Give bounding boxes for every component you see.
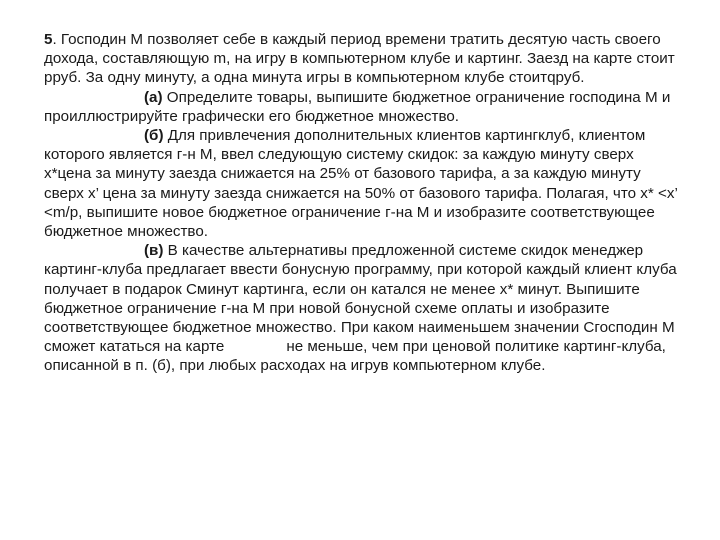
part-c-marker: (в) <box>144 242 164 260</box>
problem-text-block <box>44 30 684 376</box>
part-c-paragraph <box>44 241 684 375</box>
part-a-text: Определите товары, выпишите бюджетное ограничение господина М и проиллюстрируйте графически его бюджетное множество. <box>44 88 671 125</box>
problem-number: 5 <box>44 31 53 48</box>
part-a-marker: (а) <box>144 88 163 106</box>
problem-intro-text: . Господин М позволяет себе в каждый период времени тратить десятую часть своего дохода, составляющую m, на игру в компьютерном клубе и картинг. Заезд на карте стоит pруб. За одну минуту, а одна минута игры в компьютерном клубе стоитqруб. <box>44 31 675 87</box>
part-c-text-before-gap: В качестве альтернативы предложенной системе скидок менеджер картинг-клуба предлагает ввести бонусную программу, при которой каждый клиент клуба получает в подарок Cминут картинга, если он катался не менее x* минут. Выпишите бюджетное ограничение г-на М при новой бонусной схеме оплаты и изобразите соответствующее бюджетное множество. При каком наименьшем значении Cгосподин М сможет кататься на карте <box>44 242 677 356</box>
part-a-paragraph <box>44 88 684 126</box>
problem-intro-paragraph <box>44 30 684 88</box>
part-c-text-after-gap: не меньше, чем при ценовой политике картинг-клуба, описанной в п. (б), при любых расходах на игрув компьютерном клубе. <box>44 338 666 375</box>
part-b-text: Для привлечения дополнительных клиентов картингклуб, клиентом которого является г-н М, ввел следующую систему скидок: за каждую минуту сверх x*цена за минуту заезда снижается на 25% от базового тарифа, а за каждую минуту сверх x’ цена за минуту заезда снижается на 50% от базового тарифа. Полагая, что x* <x’ <m/p, выпишите новое бюджетное ограничение г-на М и изобразите соответствующее бюджетное множество. <box>44 127 678 241</box>
part-b-paragraph <box>44 126 684 241</box>
part-b-marker: (б) <box>144 127 164 145</box>
